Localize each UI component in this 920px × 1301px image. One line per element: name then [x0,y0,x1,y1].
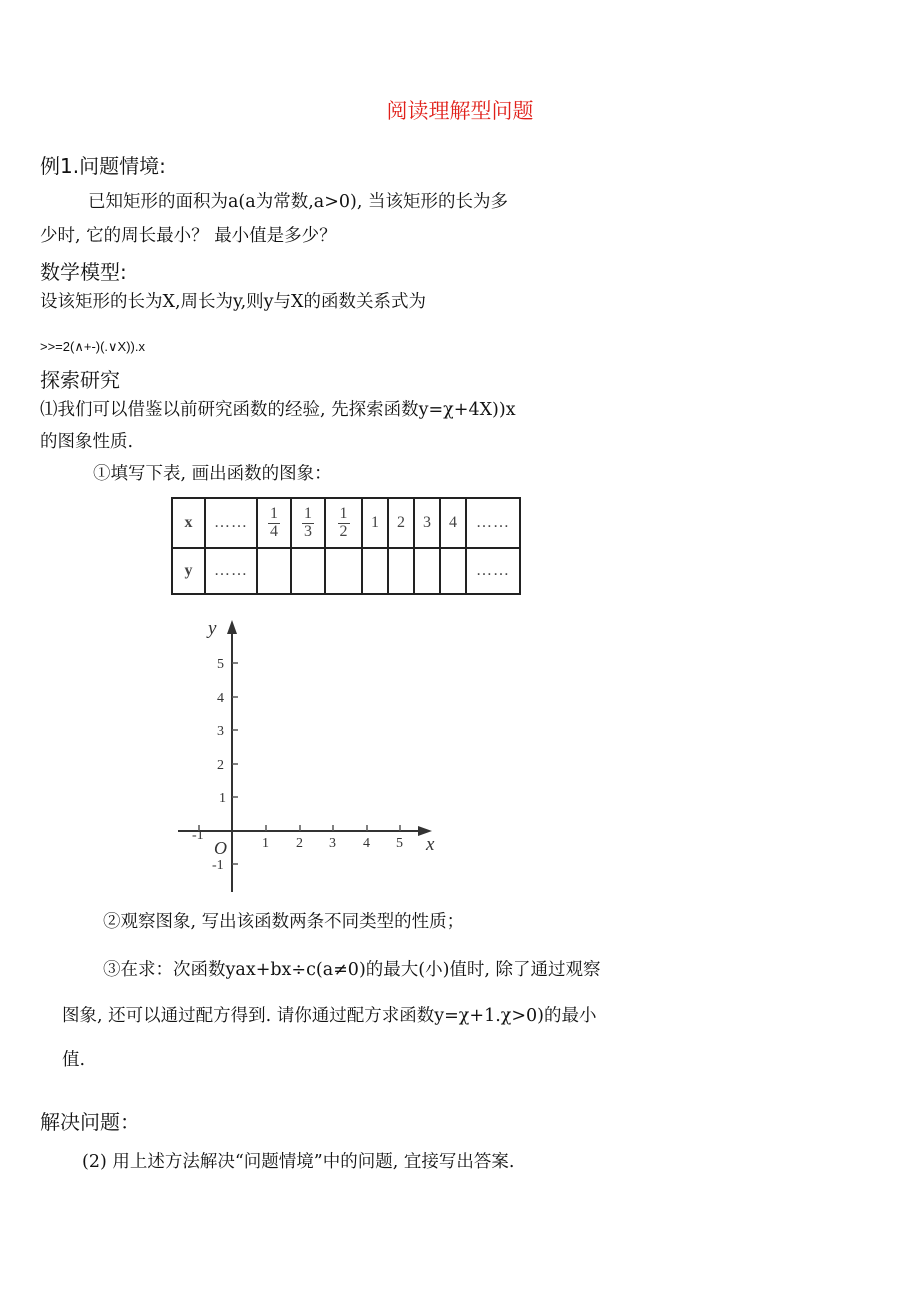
table-cell-empty [257,548,291,594]
step-2: ②观察图象, 写出该函数两条不同类型的性质； [103,912,465,932]
step-3-line-1: ③在求：次函数yax+bx÷c(a≠0)的最大(小)值时, 除了通过观察 [103,960,601,980]
y-tick-label: 4 [217,691,224,706]
table-cell: 3 [414,498,440,548]
table-cell-empty [291,548,325,594]
table-cell [291,498,325,548]
table-cell: 1 [362,498,388,548]
x-tick-label: 3 [329,836,336,851]
problem-line-1: 已知矩形的面积为a(a为常数,a>0), 当该矩形的长为多 [88,192,508,212]
formula-line: >>=2(∧+-)(.∨X)).x [40,339,145,354]
x-tick-label: 4 [363,836,370,851]
value-table [171,497,521,595]
problem-line-2: 少时, 它的周长最小？ 最小值是多少？ [40,226,337,246]
x-tick-label: 1 [262,836,269,851]
x-tick-label: 2 [296,836,303,851]
page-title: 阅读理解型问题 [386,99,534,123]
table-row-x [172,498,520,548]
explore-line-2: 的图象性质. [40,432,134,452]
model-heading: 数学模型: [40,260,127,284]
solve-heading: 解决问题： [40,1110,140,1134]
fraction: $\frac{1}{2}$ [339,504,348,540]
example-heading: 例1.问题情境: [40,154,166,178]
x-tick-label: 5 [396,836,403,851]
step-1: ①填写下表, 画出函数的图象： [93,464,332,484]
origin-label: O [214,838,227,858]
table-x-label: x [172,498,205,548]
table-cell-empty [440,548,466,594]
fraction: $\frac{1}{4}$ [270,504,278,540]
table-cell-dots: …… [205,548,257,594]
y-axis-arrow [227,620,237,634]
y-tick-label: 3 [217,724,224,739]
table-cell: 2 [388,498,414,548]
y-tick-label: -1 [212,858,224,873]
explore-heading: 探索研究 [40,368,120,392]
table-cell-empty [325,548,362,594]
table-cell [325,498,362,548]
table-cell: 4 [440,498,466,548]
model-line: 设该矩形的长为X,周长为y,则y与X的函数关系式为 [40,292,426,312]
y-tick-label: 1 [219,791,226,806]
table-cell-empty [414,548,440,594]
table-cell-dots: …… [466,498,520,548]
fraction: $\frac{1}{3}$ [304,504,312,540]
y-axis-label: y [208,618,217,639]
table-cell-empty [388,548,414,594]
table-cell-empty [362,548,388,594]
y-tick-label: 2 [217,758,224,773]
table-row-y [172,548,520,594]
x-tick-label: -1 [192,828,204,843]
x-axis-label: x [426,834,435,855]
solve-line: (2) 用上述方法解决“问题情境”中的问题, 宜接写出答案. [82,1152,515,1172]
step-3-line-3: 值. [62,1050,86,1070]
table-cell [257,498,291,548]
explore-line-1: ⑴我们可以借鉴以前研究函数的经验, 先探索函数y=χ+4X))x [40,400,516,420]
table-cell-dots: …… [205,498,257,548]
step-3-line-2: 图象, 还可以通过配方得到. 请你通过配方求函数y=χ+1.χ>0)的最小 [62,1006,597,1026]
table-y-label: y [172,548,205,594]
table-cell-dots: …… [466,548,520,594]
y-tick-label: 5 [217,657,224,672]
coordinate-plane [170,612,460,897]
